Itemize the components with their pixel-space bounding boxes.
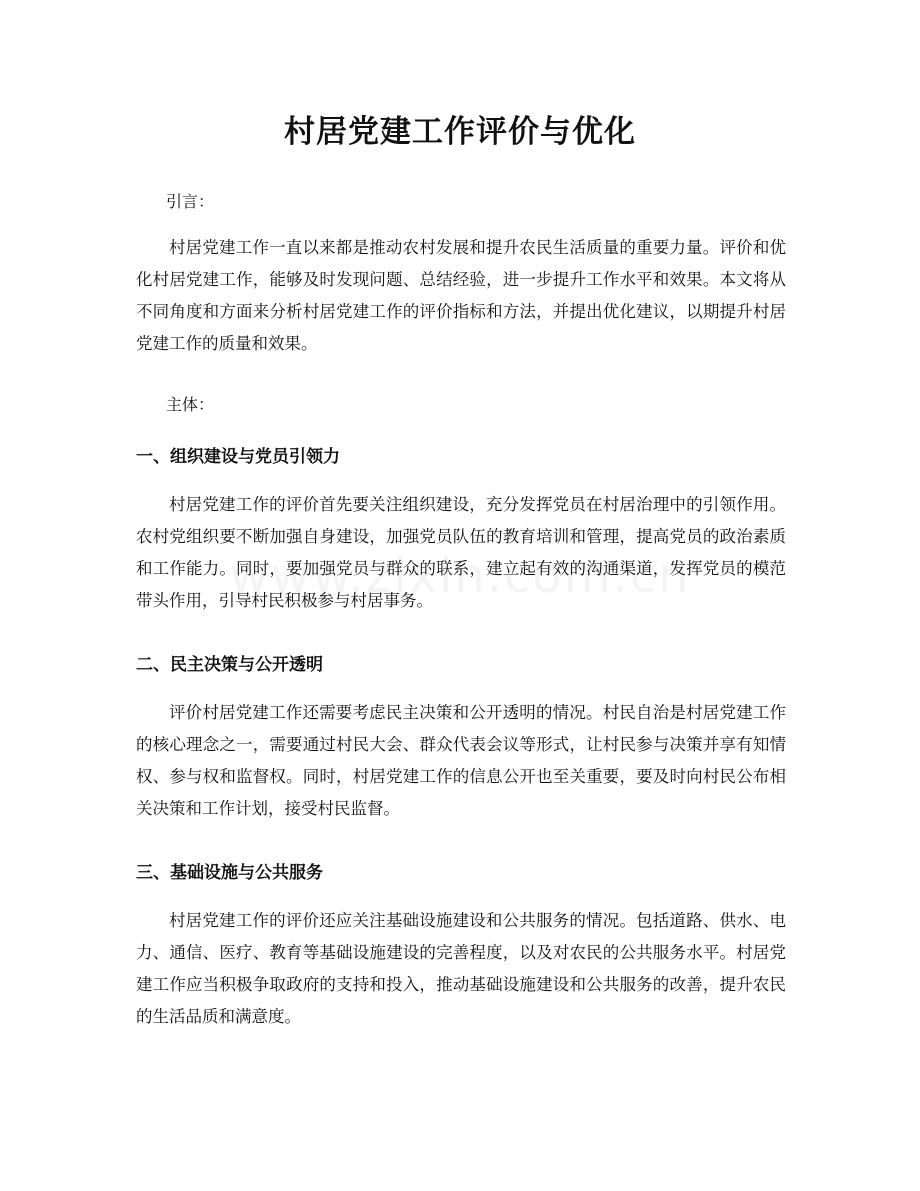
document-title: 村居党建工作评价与优化 xyxy=(284,114,636,150)
section-paragraph-1: 村居党建工作的评价首先要关注组织建设，充分发挥党员在村居治理中的引领作用。农村党组织要不断加强自身建设，加强党员队伍的教育培训和管理，提高党员的政治素质和工作能力。同时，要加强党员与群众的联系，建立起有效的沟通渠道，发挥党员的模范带头作用，引导村民积极参与村居事务。 xyxy=(136,495,786,610)
section-heading-3: 三、基础设施与公共服务 xyxy=(136,863,323,883)
section-paragraph-2: 评价村居党建工作还需要考虑民主决策和公开透明的情况。村民自治是村居党建工作的核心理念之一，需要通过村民大会、群众代表会议等形式，让村民参与决策并享有知情权、参与权和监督权。同时，村居党建工作的信息公开也至关重要，要及时向村民公布相关决策和工作计划，接受村民监督。 xyxy=(136,703,786,818)
intro-paragraph: 村居党建工作一直以来都是推动农村发展和提升农民生活质量的重要力量。评价和优化村居党建工作，能够及时发现问题、总结经验，进一步提升工作水平和效果。本文将从不同角度和方面来分析村居党建工作的评价指标和方法，并提出优化建议，以期提升村居党建工作的质量和效果。 xyxy=(136,238,786,353)
section-heading-1: 一、组织建设与党员引领力 xyxy=(136,447,340,467)
intro-label: 引言： xyxy=(166,192,215,211)
body-label: 主体： xyxy=(166,395,215,414)
section-heading-2: 二、民主决策与公开透明 xyxy=(136,655,323,675)
section-paragraph-3: 村居党建工作的评价还应关注基础设施建设和公共服务的情况。包括道路、供水、电力、通信、医疗、教育等基础设施建设的完善程度，以及对农民的公共服务水平。村居党建工作应当积极争取政府的支持和投入，推动基础设施建设和公共服务的改善，提升农民的生活品质和满意度。 xyxy=(136,911,786,1026)
